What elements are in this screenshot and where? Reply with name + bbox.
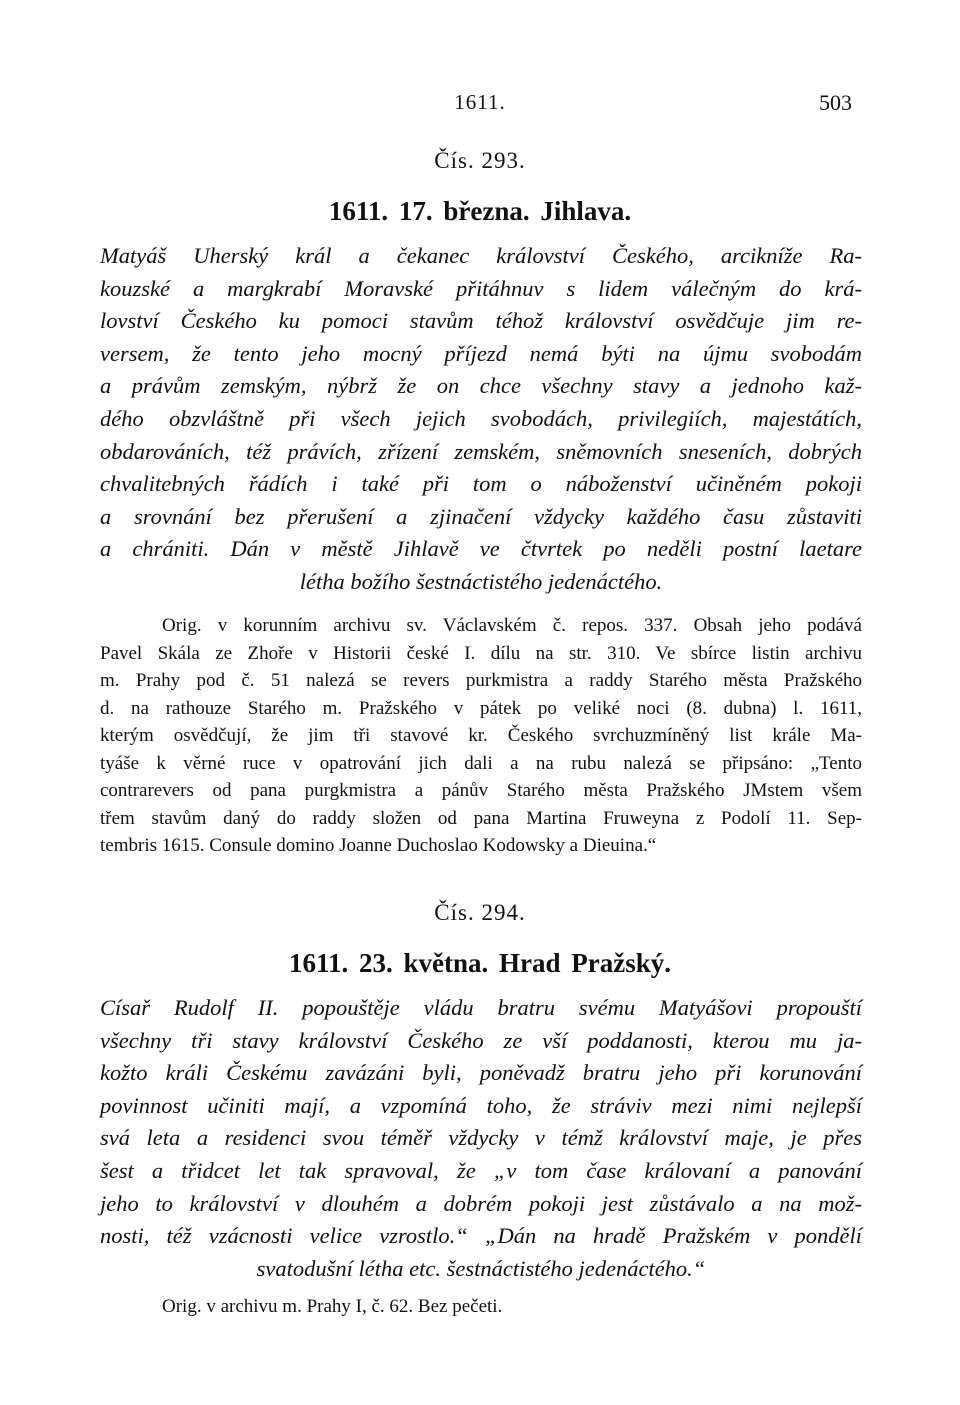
abstract-line: dého obzvláštně při všech jejich svobodách, privilegiích, majestátích, xyxy=(100,405,862,431)
abstract-line: létha božího šestnáctistého jedenáctého. xyxy=(299,568,663,594)
abstract-line: všechny tři stavy království Českého ze vší poddanosti, kterou mu ja- xyxy=(100,1027,862,1053)
abstract-line: svá leta a residenci svou téměř vždycky v témž království maje, je přes xyxy=(100,1125,862,1151)
abstract-line: kouzské a margkrabí Moravské přitáhnuv s lidem válečným do krá- xyxy=(100,275,862,301)
note-line: Pavel Skála ze Zhoře v Historii české I. dílu na str. 310. Ve sbírce listin archivu xyxy=(100,642,862,664)
abstract-line: jeho to království v dlouhém a dobrém pokoji jest zůstávalo a na mož- xyxy=(100,1190,862,1216)
document-heading: 1611. 17. března. Jihlava. xyxy=(328,196,632,226)
note-line: tembris 1615. Consule domino Joanne Duchoslao Kodowsky a Dieuina.“ xyxy=(100,835,657,856)
abstract-line: povinnost učiniti mají, a vzpomíná toho, že stráviv mezi nimi nejlepší xyxy=(100,1092,862,1118)
document-abstract xyxy=(100,240,862,599)
abstract-line: a chrániti. Dán v městě Jihlavě ve čtvrtek po neděli postní laetare xyxy=(100,536,862,562)
abstract-line: Matyáš Uherský král a čekanec království Českého, arcikníže Ra- xyxy=(100,243,862,268)
running-header xyxy=(100,90,860,120)
note-line: kterým osvědčují, že jim tři stavové kr. Českého svrchuzmíněný list krále Ma- xyxy=(100,725,862,746)
abstract-line: Císař Rudolf II. popouštěje vládu bratru svému Matyášovi propouští xyxy=(100,995,862,1020)
page-number: 503 xyxy=(819,90,852,115)
document-abstract xyxy=(100,992,862,1285)
note-line: contrarevers od pana purgkmistra a pánův Starého města Pražského JMstem všem xyxy=(100,780,862,801)
note-line: tyáše k věrné ruce v opatrování jich dali a na rubu nalezá se připsáno: „Tento xyxy=(100,752,862,774)
source-note xyxy=(100,612,862,860)
abstract-line: šest a třidcet let tak spravoval, že „v tom čase královaní a panování xyxy=(100,1157,862,1183)
note-line: m. Prahy pod č. 51 nalezá se revers purkmistra a raddy Starého města Pražského xyxy=(100,670,862,691)
abstract-line: a právům zemským, nýbrž že on chce všechny stavy a jednoho kaž- xyxy=(100,373,862,399)
abstract-line: versem, že tento jeho mocný příjezd nemá býti na újmu svobodám xyxy=(100,340,862,366)
document-number: Čís. 294. xyxy=(434,900,526,925)
abstract-line: chvalitebných řádích i také při tom o náboženství učiněném pokoji xyxy=(100,471,862,497)
abstract-line: svatodušní létha etc. šestnáctistého jedenáctého.“ xyxy=(256,1255,706,1281)
abstract-line: lovství Českého ku pomoci stavům téhož království osvědčuje jim re- xyxy=(100,308,862,334)
note-line: d. na rathouze Starého m. Pražského v pátek po veliké noci (8. dubna) l. 1611, xyxy=(100,697,862,719)
running-year: 1611. xyxy=(454,90,506,114)
abstract-line: obdarováních, též právích, zřízení zemském, sněmovních sneseních, dobrých xyxy=(100,438,862,464)
abstract-line: a srovnání bez přerušení a zjinačení vždycky každého času zůstaviti xyxy=(100,503,862,529)
abstract-line: kožto králi Českému zavázáni byli, poněvadž bratru jeho při korunování xyxy=(100,1060,862,1086)
abstract-line: nosti, též vzácnosti velice vzrostlo.“ „Dán na hradě Pražském v pondělí xyxy=(100,1223,862,1249)
note-line: třem stavům daný do raddy složen od pana Martina Fruweyna z Podolí 11. Sep- xyxy=(100,807,862,829)
note-line: Orig. v korunním archivu sv. Václavském č. repos. 337. Obsah jeho podává xyxy=(162,615,862,636)
document-heading: 1611. 23. května. Hrad Pražský. xyxy=(288,948,671,978)
document-number: Čís. 293. xyxy=(434,148,526,173)
source-note: Orig. v archivu m. Prahy I, č. 62. Bez pečeti. xyxy=(162,1296,503,1317)
